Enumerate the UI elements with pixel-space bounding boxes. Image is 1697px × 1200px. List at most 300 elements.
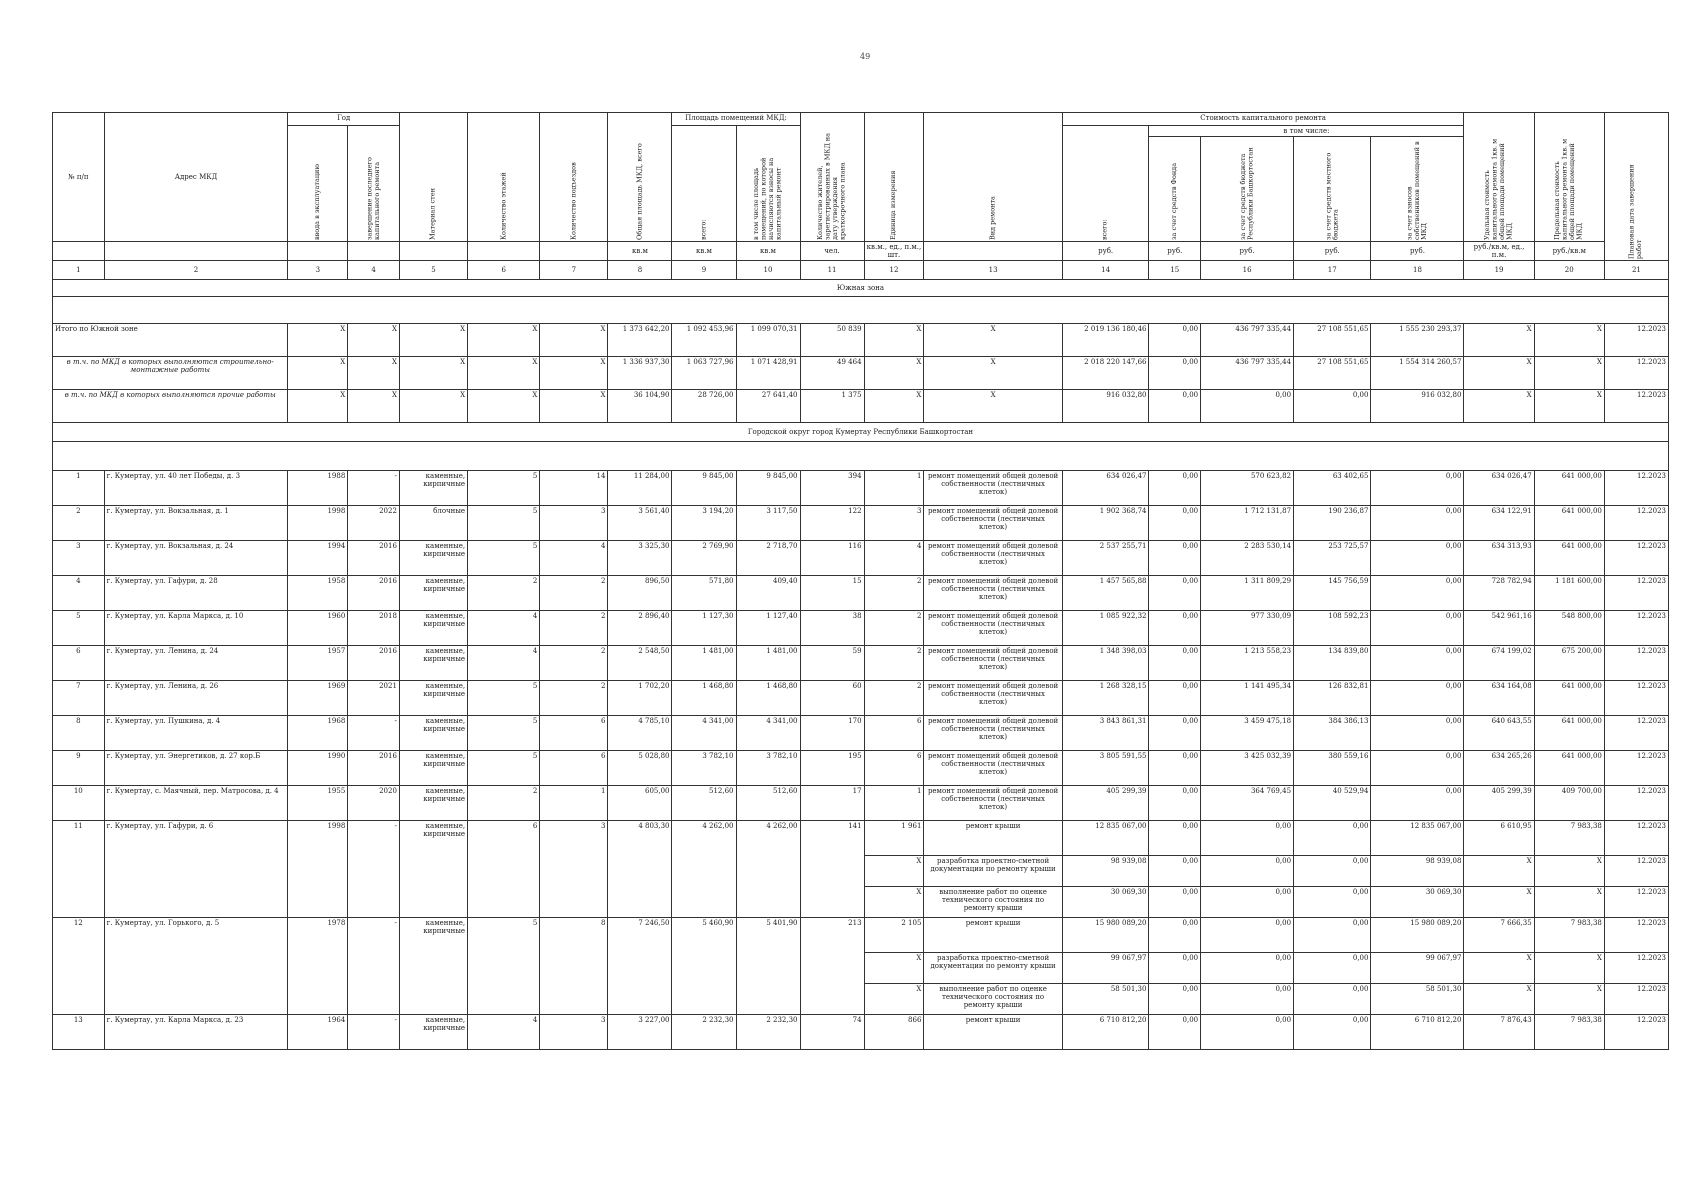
unit-quantity: X (864, 953, 924, 984)
cost-owners: 0,00 (1371, 646, 1464, 681)
wall-material: каменные, кирпичные (399, 821, 467, 918)
summary-x-mark: X (399, 324, 467, 357)
residents-count: 59 (800, 646, 864, 681)
summary-area-value: 1 099 070,31 (736, 324, 800, 357)
cost-total: 99 067,97 (1062, 953, 1149, 984)
summary-x-mark: X (1464, 357, 1534, 390)
year-last-repair: 2018 (348, 611, 400, 646)
paying-area: 1 468,80 (736, 681, 800, 716)
summary-area-value: 27 641,40 (736, 390, 800, 423)
wall-material: каменные, кирпичные (399, 471, 467, 506)
entrances-count: 2 (540, 681, 608, 716)
planned-deadline: 12.2023 (1604, 918, 1668, 953)
summary-deadline: 12.2023 (1604, 324, 1668, 357)
planned-deadline: 12.2023 (1604, 821, 1668, 856)
column-number: 17 (1294, 261, 1371, 280)
building-row (53, 541, 1669, 576)
column-number: 7 (540, 261, 608, 280)
building-address: г. Кумертау, ул. Карла Маркса, д. 23 (104, 1015, 288, 1050)
row-number: 6 (53, 646, 105, 681)
residents-count: 141 (800, 821, 864, 918)
summary-x-mark: X (540, 357, 608, 390)
column-number: 19 (1464, 261, 1534, 280)
year-last-repair: - (348, 918, 400, 1015)
cost-republic-budget: 1 213 558,23 (1201, 646, 1294, 681)
summary-area-value: 1 336 937,30 (608, 357, 672, 390)
building-address: г. Кумертау, ул. Пушкина, д. 4 (104, 716, 288, 751)
unit-quantity: 2 (864, 681, 924, 716)
unit-people: чел. (800, 242, 864, 261)
cost-republic-budget: 1 712 131,87 (1201, 506, 1294, 541)
summary-x-mark: X (1464, 324, 1534, 357)
total-area: 4 803,30 (608, 821, 672, 918)
max-cost: 641 000,00 (1534, 716, 1604, 751)
column-number: 8 (608, 261, 672, 280)
cost-fund: 0,00 (1149, 681, 1201, 716)
unit-area: кв.м (608, 242, 672, 261)
residents-count: 17 (800, 786, 864, 821)
floors-count: 5 (468, 541, 540, 576)
premises-area: 9 845,00 (672, 471, 736, 506)
planned-deadline: 12.2023 (1604, 984, 1668, 1015)
header-unit-empty (53, 242, 105, 261)
repair-type: выполнение работ по оценке технического состояния по ремонту крыши (924, 984, 1062, 1015)
planned-deadline: 12.2023 (1604, 887, 1668, 918)
summary-cost-value: 0,00 (1294, 390, 1371, 423)
summary-row (53, 390, 1669, 423)
summary-cost-value: 436 797 335,44 (1201, 324, 1294, 357)
spacer-cell (53, 297, 1669, 324)
cost-fund: 0,00 (1149, 541, 1201, 576)
summary-cost-value: 1 554 314 260,57 (1371, 357, 1464, 390)
header-year-group: Год (288, 113, 400, 126)
summary-x-mark: X (468, 357, 540, 390)
wall-material: каменные, кирпичные (399, 646, 467, 681)
cost-local-budget: 0,00 (1294, 918, 1371, 953)
column-numbers-row (53, 261, 1669, 280)
entrances-count: 3 (540, 506, 608, 541)
column-number: 2 (104, 261, 288, 280)
residents-count: 38 (800, 611, 864, 646)
year-commissioned: 1957 (288, 646, 348, 681)
cost-total: 1 902 368,74 (1062, 506, 1149, 541)
cost-fund: 0,00 (1149, 953, 1201, 984)
unit-quantity: 6 (864, 751, 924, 786)
header-address: Адрес МКД (104, 113, 288, 242)
cost-fund: 0,00 (1149, 751, 1201, 786)
column-number: 20 (1534, 261, 1604, 280)
unit-quantity: X (864, 984, 924, 1015)
planned-deadline: 12.2023 (1604, 716, 1668, 751)
floors-count: 5 (468, 506, 540, 541)
premises-area: 5 460,90 (672, 918, 736, 1015)
paying-area: 9 845,00 (736, 471, 800, 506)
unit-rub: руб. (1294, 242, 1371, 261)
max-cost: 675 200,00 (1534, 646, 1604, 681)
entrances-count: 3 (540, 1015, 608, 1050)
unit-area: кв.м (672, 242, 736, 261)
cost-total: 30 069,30 (1062, 887, 1149, 918)
residents-count: 15 (800, 576, 864, 611)
year-last-repair: 2016 (348, 541, 400, 576)
summary-label: в т.ч. по МКД в которых выполняются прочие работы (53, 390, 288, 423)
cost-local-budget: 190 236,87 (1294, 506, 1371, 541)
header-repair-type: Вид ремонта (924, 113, 1062, 242)
year-commissioned: 1994 (288, 541, 348, 576)
header-year-last-repair: завершение последнего капитального ремонта (348, 126, 400, 242)
entrances-count: 2 (540, 611, 608, 646)
year-last-repair: 2022 (348, 506, 400, 541)
max-cost: 7 983,38 (1534, 1015, 1604, 1050)
entrances-count: 6 (540, 716, 608, 751)
header-unit-empty (104, 242, 288, 261)
year-last-repair: 2016 (348, 646, 400, 681)
paying-area: 5 401,90 (736, 918, 800, 1015)
column-number: 3 (288, 261, 348, 280)
year-commissioned: 1964 (288, 1015, 348, 1050)
column-number: 4 (348, 261, 400, 280)
cost-fund: 0,00 (1149, 471, 1201, 506)
total-area: 605,00 (608, 786, 672, 821)
cost-fund: 0,00 (1149, 786, 1201, 821)
row-number: 11 (53, 821, 105, 918)
summary-cost-value: 2 019 136 180,46 (1062, 324, 1149, 357)
summary-x-mark: X (288, 324, 348, 357)
cost-republic-budget: 2 283 530,14 (1201, 541, 1294, 576)
paying-area: 2 232,30 (736, 1015, 800, 1050)
entrances-count: 4 (540, 541, 608, 576)
specific-cost: 634 122,91 (1464, 506, 1534, 541)
residents-count: 195 (800, 751, 864, 786)
building-row (53, 1015, 1669, 1050)
summary-cost-value: 916 032,80 (1062, 390, 1149, 423)
year-commissioned: 1955 (288, 786, 348, 821)
summary-x-mark: X (864, 324, 924, 357)
header-cost-group: Стоимость капитального ремонта (1062, 113, 1464, 126)
total-area: 2 548,50 (608, 646, 672, 681)
repair-type: ремонт помещений общей долевой собственности (лестничных клеток) (924, 716, 1062, 751)
planned-deadline: 12.2023 (1604, 681, 1668, 716)
header-unit-empty (540, 242, 608, 261)
building-address: г. Кумертау, ул. 40 лет Победы, д. 3 (104, 471, 288, 506)
cost-total: 98 939,08 (1062, 856, 1149, 887)
header-unit-empty (468, 242, 540, 261)
cost-local-budget: 380 559,16 (1294, 751, 1371, 786)
floors-count: 5 (468, 471, 540, 506)
planned-deadline: 12.2023 (1604, 576, 1668, 611)
cost-local-budget: 126 832,81 (1294, 681, 1371, 716)
summary-x-mark: X (288, 357, 348, 390)
building-address: г. Кумертау, ул. Гафури, д. 6 (104, 821, 288, 918)
unit-quantity: X (864, 887, 924, 918)
cost-owners: 98 939,08 (1371, 856, 1464, 887)
repair-type: ремонт помещений общей долевой собственности (лестничных клеток) (924, 786, 1062, 821)
cost-local-budget: 0,00 (1294, 821, 1371, 856)
summary-x-mark: X (1534, 357, 1604, 390)
header-premises-paying: в том числе площадь помещений, по которой начисляются взносы на капитальный ремонт (736, 126, 800, 242)
planned-deadline: 12.2023 (1604, 541, 1668, 576)
cost-owners: 0,00 (1371, 716, 1464, 751)
summary-x-mark: X (864, 357, 924, 390)
summary-area-value: 1 373 642,20 (608, 324, 672, 357)
cost-republic-budget: 3 425 032,39 (1201, 751, 1294, 786)
total-area: 5 028,80 (608, 751, 672, 786)
floors-count: 6 (468, 821, 540, 918)
paying-area: 1 127,40 (736, 611, 800, 646)
summary-x-mark: X (924, 357, 1062, 390)
wall-material: каменные, кирпичные (399, 751, 467, 786)
summary-row (53, 324, 1669, 357)
summary-cost-value: 0,00 (1149, 324, 1201, 357)
floors-count: 5 (468, 681, 540, 716)
summary-cost-value: 436 797 335,44 (1201, 357, 1294, 390)
header-cost-republic: за счет средств бюджета Республики Башкортостан (1201, 137, 1294, 242)
wall-material: каменные, кирпичные (399, 786, 467, 821)
summary-x-mark: X (1464, 390, 1534, 423)
year-last-repair: - (348, 821, 400, 918)
repair-type: ремонт крыши (924, 821, 1062, 856)
cost-total: 58 501,30 (1062, 984, 1149, 1015)
cost-fund: 0,00 (1149, 716, 1201, 751)
cost-owners: 0,00 (1371, 506, 1464, 541)
cost-owners: 0,00 (1371, 786, 1464, 821)
cost-republic-budget: 0,00 (1201, 887, 1294, 918)
planned-deadline: 12.2023 (1604, 856, 1668, 887)
cost-local-budget: 145 756,59 (1294, 576, 1371, 611)
specific-cost: 674 199,02 (1464, 646, 1534, 681)
total-area: 3 561,40 (608, 506, 672, 541)
header-cost-total: всего: (1062, 126, 1149, 242)
cost-local-budget: 253 725,57 (1294, 541, 1371, 576)
year-commissioned: 1969 (288, 681, 348, 716)
column-number: 5 (399, 261, 467, 280)
district-title-row (53, 423, 1669, 442)
header-floors: Количество этажей (468, 113, 540, 242)
cost-total: 1 268 328,15 (1062, 681, 1149, 716)
page-number: 49 (860, 52, 871, 61)
row-number: 5 (53, 611, 105, 646)
specific-cost: 728 782,94 (1464, 576, 1534, 611)
cost-owners: 0,00 (1371, 751, 1464, 786)
wall-material: каменные, кирпичные (399, 541, 467, 576)
entrances-count: 6 (540, 751, 608, 786)
repair-type: выполнение работ по оценке технического состояния по ремонту крыши (924, 887, 1062, 918)
residents-count: 116 (800, 541, 864, 576)
header-wall-material: Материал стен (399, 113, 467, 242)
building-row (53, 716, 1669, 751)
cost-republic-budget: 0,00 (1201, 953, 1294, 984)
summary-cost-value: 0,00 (1201, 390, 1294, 423)
summary-area-value: 1 375 (800, 390, 864, 423)
year-commissioned: 1988 (288, 471, 348, 506)
year-last-repair: 2016 (348, 576, 400, 611)
unit-quantity: 1 (864, 471, 924, 506)
cost-fund: 0,00 (1149, 646, 1201, 681)
unit-quantity: 2 (864, 611, 924, 646)
max-cost: 641 000,00 (1534, 681, 1604, 716)
summary-cost-value: 27 108 551,65 (1294, 324, 1371, 357)
building-address: г. Кумертау, ул. Горького, д. 5 (104, 918, 288, 1015)
floors-count: 2 (468, 786, 540, 821)
cost-owners: 6 710 812,20 (1371, 1015, 1464, 1050)
residents-count: 60 (800, 681, 864, 716)
header-total-area: Общая площадь МКД, всего (608, 113, 672, 242)
premises-area: 2 232,30 (672, 1015, 736, 1050)
summary-deadline: 12.2023 (1604, 357, 1668, 390)
total-area: 3 325,30 (608, 541, 672, 576)
cost-total: 634 026,47 (1062, 471, 1149, 506)
wall-material: каменные, кирпичные (399, 1015, 467, 1050)
summary-x-mark: X (399, 357, 467, 390)
summary-area-value: 28 726,00 (672, 390, 736, 423)
cost-local-budget: 108 592,23 (1294, 611, 1371, 646)
planned-deadline: 12.2023 (1604, 646, 1668, 681)
max-cost: 641 000,00 (1534, 751, 1604, 786)
summary-cost-value: 0,00 (1149, 390, 1201, 423)
column-number: 12 (864, 261, 924, 280)
specific-cost: 7 666,35 (1464, 918, 1534, 953)
unit-rub: руб. (1062, 242, 1149, 261)
cost-total: 405 299,39 (1062, 786, 1149, 821)
cost-local-budget: 63 402,65 (1294, 471, 1371, 506)
premises-area: 2 769,90 (672, 541, 736, 576)
column-number: 18 (1371, 261, 1464, 280)
max-cost: 7 983,38 (1534, 821, 1604, 856)
header-including: в том числе: (1149, 126, 1464, 137)
specific-cost: 7 876,43 (1464, 1015, 1534, 1050)
cost-local-budget: 134 839,80 (1294, 646, 1371, 681)
entrances-count: 2 (540, 576, 608, 611)
max-cost: X (1534, 856, 1604, 887)
cost-owners: 30 069,30 (1371, 887, 1464, 918)
max-cost: 7 983,38 (1534, 918, 1604, 953)
column-number: 1 (53, 261, 105, 280)
row-number: 3 (53, 541, 105, 576)
repair-type: разработка проектно-сметной документации по ремонту крыши (924, 953, 1062, 984)
cost-republic-budget: 1 141 495,34 (1201, 681, 1294, 716)
max-cost: X (1534, 984, 1604, 1015)
floors-count: 2 (468, 576, 540, 611)
row-number: 1 (53, 471, 105, 506)
repair-type: ремонт помещений общей долевой собственности (лестничных клеток) (924, 611, 1062, 646)
cost-owners: 12 835 067,00 (1371, 821, 1464, 856)
summary-x-mark: X (924, 390, 1062, 423)
planned-deadline: 12.2023 (1604, 611, 1668, 646)
unit-quantity: 3 (864, 506, 924, 541)
cost-republic-budget: 1 311 809,29 (1201, 576, 1294, 611)
specific-cost: 405 299,39 (1464, 786, 1534, 821)
summary-cost-value: 27 108 551,65 (1294, 357, 1371, 390)
cost-republic-budget: 0,00 (1201, 918, 1294, 953)
specific-cost: X (1464, 953, 1534, 984)
building-address: г. Кумертау, ул. Ленина, д. 24 (104, 646, 288, 681)
cost-total: 1 085 922,32 (1062, 611, 1149, 646)
repair-type: ремонт помещений общей долевой собственности (лестничных клеток) (924, 471, 1062, 506)
building-address: г. Кумертау, ул. Энергетиков, д. 27 кор.Б (104, 751, 288, 786)
summary-area-value: 36 104,90 (608, 390, 672, 423)
specific-cost: 634 164,08 (1464, 681, 1534, 716)
cost-fund: 0,00 (1149, 576, 1201, 611)
entrances-count: 8 (540, 918, 608, 1015)
repair-type: ремонт помещений общей долевой собственности (лестничных клеток) (924, 506, 1062, 541)
specific-cost: 542 961,16 (1464, 611, 1534, 646)
cost-owners: 58 501,30 (1371, 984, 1464, 1015)
header-cost-owners: за счет взносов собственников помещений в МКД (1371, 137, 1464, 242)
cost-republic-budget: 570 623,82 (1201, 471, 1294, 506)
summary-x-mark: X (348, 357, 400, 390)
floors-count: 4 (468, 1015, 540, 1050)
unit-quantity: 2 105 (864, 918, 924, 953)
floors-count: 5 (468, 751, 540, 786)
unit-max: руб./кв.м (1534, 242, 1604, 261)
unit-quantity: 866 (864, 1015, 924, 1050)
header-deadline: Плановая дата завершения работ (1604, 113, 1668, 261)
summary-cost-value: 0,00 (1149, 357, 1201, 390)
repair-type: ремонт крыши (924, 1015, 1062, 1050)
spacer-row (53, 297, 1669, 324)
total-area: 1 702,20 (608, 681, 672, 716)
wall-material: каменные, кирпичные (399, 918, 467, 1015)
repair-type: ремонт помещений общей долевой собственности (лестничных клеток) (924, 576, 1062, 611)
header-unit-empty (399, 242, 467, 261)
premises-area: 1 481,00 (672, 646, 736, 681)
cost-owners: 0,00 (1371, 576, 1464, 611)
specific-cost: X (1464, 856, 1534, 887)
unit-area: кв.м (736, 242, 800, 261)
cost-local-budget: 0,00 (1294, 1015, 1371, 1050)
cost-total: 1 348 398,03 (1062, 646, 1149, 681)
column-number: 6 (468, 261, 540, 280)
summary-cost-value: 1 555 230 293,37 (1371, 324, 1464, 357)
building-row (53, 821, 1669, 856)
building-address: г. Кумертау, с. Маячный, пер. Матросова, д. 4 (104, 786, 288, 821)
max-cost: 1 181 600,00 (1534, 576, 1604, 611)
header-premises-total: всего: (672, 126, 736, 242)
cost-republic-budget: 0,00 (1201, 1015, 1294, 1050)
cost-republic-budget: 0,00 (1201, 821, 1294, 856)
header-premises-area-group: Площадь помещений МКД: (672, 113, 800, 126)
max-cost: X (1534, 953, 1604, 984)
wall-material: блочные (399, 506, 467, 541)
residents-count: 170 (800, 716, 864, 751)
column-number: 16 (1201, 261, 1294, 280)
total-area: 4 785,10 (608, 716, 672, 751)
summary-x-mark: X (399, 390, 467, 423)
planned-deadline: 12.2023 (1604, 506, 1668, 541)
premises-area: 1 468,80 (672, 681, 736, 716)
total-area: 3 227,00 (608, 1015, 672, 1050)
residents-count: 122 (800, 506, 864, 541)
header-year-commission: ввода в эксплуатацию (288, 126, 348, 242)
unit-rub: руб. (1371, 242, 1464, 261)
cost-local-budget: 0,00 (1294, 887, 1371, 918)
year-commissioned: 1958 (288, 576, 348, 611)
column-number: 11 (800, 261, 864, 280)
building-row (53, 611, 1669, 646)
cost-total: 2 537 255,71 (1062, 541, 1149, 576)
floors-count: 5 (468, 716, 540, 751)
building-row (53, 681, 1669, 716)
repair-type: разработка проектно-сметной документации по ремонту крыши (924, 856, 1062, 887)
cost-owners: 0,00 (1371, 611, 1464, 646)
building-address: г. Кумертау, ул. Ленина, д. 26 (104, 681, 288, 716)
building-row (53, 918, 1669, 953)
capital-repair-table (52, 112, 1669, 1050)
cost-total: 15 980 089,20 (1062, 918, 1149, 953)
year-commissioned: 1998 (288, 821, 348, 918)
district-title: Городской округ город Кумертау Республики Башкортостан (53, 423, 1669, 442)
cost-total: 3 843 861,31 (1062, 716, 1149, 751)
